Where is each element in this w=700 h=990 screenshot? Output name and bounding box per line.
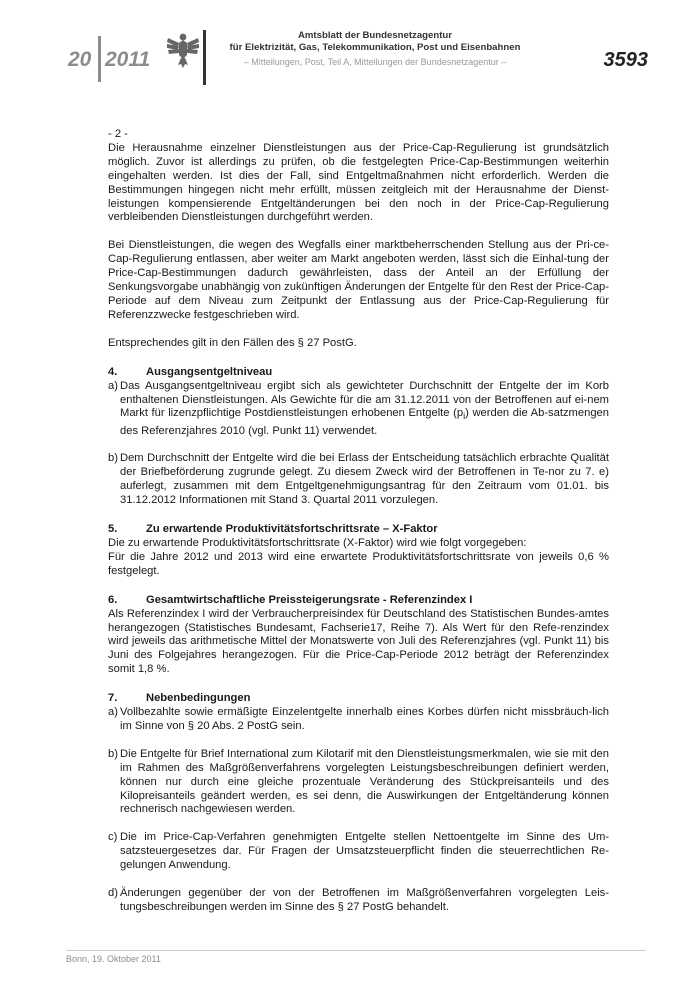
emblem-divider	[203, 30, 206, 85]
footer-place-date: Bonn, 19. Oktober 2011	[66, 954, 161, 964]
page-number: 3593	[603, 49, 648, 71]
list-item-text	[120, 380, 609, 439]
document-body	[108, 128, 609, 915]
list-item	[108, 831, 609, 873]
list-item-text: Vollbezahlte sowie ermäßigte Einzelentgelte innerhalb eines Korbes dürfen nicht missbräuch-lich im Sinne von § 20 Abs. 2 PostG sein.	[120, 706, 609, 732]
section-text: Als Referenzindex I wird der Verbraucherpreisindex für Deutschland des Statistischen Bundes-amtes herangezogen (Statistisches Bundesamt, Fachserie17, Reihe 7). Als Wert für den Refe-renzindex wird jeweils das arithmetische Mittel der Monatswerte von Juli des Referenzjahres (vgl. Punkt 11) bis Juni des Folgejahres herangezogen. Für die Price-Cap-Periode 2012 beträgt der Referenzindex somit 1,8 %.	[108, 607, 609, 676]
publication-title-line2: für Elektrizität, Gas, Telekommunikation, Post und Eisenbahnen	[229, 41, 521, 53]
section-heading-7	[108, 692, 609, 706]
issue-year: 2011	[105, 48, 151, 71]
issue-divider	[98, 36, 101, 82]
section-title: Gesamtwirtschaftliche Preissteigerungsrate - Referenzindex I	[146, 593, 473, 606]
list-item	[108, 452, 609, 508]
section-title: Nebenbedingungen	[146, 692, 251, 705]
list-item-label: d)	[108, 887, 118, 900]
section-number: 7.	[108, 692, 118, 705]
list-item-label: c)	[108, 831, 118, 844]
publication-subtitle: – Mitteilungen, Post, Teil A, Mitteilungen der Bundesnetzagentur –	[243, 57, 507, 67]
list-item	[108, 706, 609, 734]
list-item-text: Die Entgelte für Brief International zum Kilotarif mit den Dienstleistungsmerkmalen, wie sie mit den im Rahmen des Maßgrößenverfahrens vorgelegten Leistungsbeschreibungen definiert werden, können nur durch eine gleiche prozentuale Veränderung des Stückpreisanteils und des Kilopreisanteils geändert werden, es sei denn, die Auswirkungen der Entgeltänderung können rechnerisch nachgewiesen werden.	[120, 747, 609, 816]
section-number: 6.	[108, 593, 118, 606]
list-item-label: a)	[108, 379, 118, 392]
list-item-text-part: ) werden die Ab-satzmengen des Referenzjahres 2010 (vgl. Punkt 11) verwendet.	[120, 407, 609, 437]
intro-paragraph: Die Herausnahme einzelner Dienstleistungen aus der Price-Cap-Regulierung ist grundsätzlich möglich. Zuvor ist allerdings zu prüfen, ob die festgelegten Price-Cap-Bestimmungen weiterhin eingehalten werden. Ist dies der Fall, sind Entgeltmaßnahmen nicht erforderlich. Werden die Bestimmungen hingegen nicht mehr erfüllt, müssen zeitgleich mit der Herausnahme der Dienst-leistungen kompensierende Entgeltänderungen bei den noch in der Price-Cap-Regulierung verbleibenden Dienstleistungen durchgeführt werden.	[108, 141, 609, 224]
list-item-text-part: Das Ausgangsentgeltniveau ergibt sich als gewichteter Durchschnitt der Entgelte der im Korb enthaltenen Dienstleistungen. Als Gewichte für die am 31.12.2011 von der Betroffenen auf ei-nem Markt für lizenzpflichtige Postdienstleistungen erhobenen Entgelte (p	[120, 379, 609, 420]
section-heading-6	[108, 594, 609, 608]
publication-title	[214, 30, 536, 53]
list-item-label: b)	[108, 747, 118, 760]
section-title: Zu erwartende Produktivitätsfortschrittsrate – X-Faktor	[146, 523, 438, 536]
list-item	[108, 380, 609, 439]
list-item-text: Die im Price-Cap-Verfahren genehmigten Entgelte stellen Nettoentgelte im Sinne des Um-satzsteuergesetzes dar. Für Fragen der Umsatzsteuerpflicht finden die steuerrechtlichen Re-gelungen Anwendung.	[120, 831, 609, 872]
intro-paragraph: Entsprechendes gilt in den Fällen des § 27 PostG.	[108, 336, 357, 349]
section-number: 4.	[108, 365, 118, 378]
section-title: Ausgangsentgeltniveau	[146, 365, 273, 378]
federal-eagle-icon	[165, 30, 201, 70]
publication-title-line1: Amtsblatt der Bundesnetzagentur	[297, 30, 453, 41]
list-item-text: Änderungen gegenüber der von der Betroffenen im Maßgrößenverfahren vorgelegten Leis-tungsbeschreibungen werden im Sinne des § 27 PostG behandelt.	[120, 887, 609, 914]
subscript-index: i	[463, 411, 466, 422]
section-heading-4	[108, 366, 609, 380]
section-text: Für die Jahre 2012 und 2013 wird eine erwartete Produktivitätsfortschrittsrate von jeweils 0,6 % festgelegt.	[108, 550, 609, 577]
intro-paragraph: Bei Dienstleistungen, die wegen des Wegfalls einer marktbeherrschenden Stellung aus der Pri-ce-Cap-Regulierung entlassen, aber weiter am Markt angeboten werden, lässt sich die Einhal-tung der Price-Cap-Bestimmungen dadurch gewährleisten, dass der Anteil an der Erfüllung der Senkungsvorgabe unabhängig von zukünftigen Änderungen der Entgelte für den Rest der Price-Cap-Periode auf dem Niveau zum Zeitpunkt der Entlassung aus der Price-Cap-Regulierung für Referenzzwecke festgeschrieben wird.	[108, 239, 609, 321]
page-header	[0, 0, 700, 90]
section-number: 5.	[108, 523, 118, 536]
list-item	[108, 748, 609, 818]
page-marker: - 2 -	[108, 128, 128, 140]
list-item	[108, 887, 609, 915]
section-text: Die zu erwartende Produktivitätsfortschrittsrate (X-Faktor) wird wie folgt vorgegeben:	[108, 536, 527, 549]
list-item-label: b)	[108, 452, 118, 465]
issue-number: 20	[68, 48, 92, 71]
list-item-text: Dem Durchschnitt der Entgelte wird die bei Erlass der Entscheidung tatsächlich erbrachte Qualität der Briefbeförderung zugrunde gelegt. Zu diesem Zweck wird der Betroffenen in Te-nor zu 7. e) auferlegt, zusammen mit dem Entgeltgenehmigungsantrag für den Zeitraum vom 01.01. bis 31.12.2012 Informationen mit Stand 3. Quartal 2011 vorzulegen.	[120, 452, 609, 507]
list-item-label: a)	[108, 706, 118, 719]
footer-divider	[66, 950, 646, 951]
section-heading-5	[108, 523, 609, 537]
